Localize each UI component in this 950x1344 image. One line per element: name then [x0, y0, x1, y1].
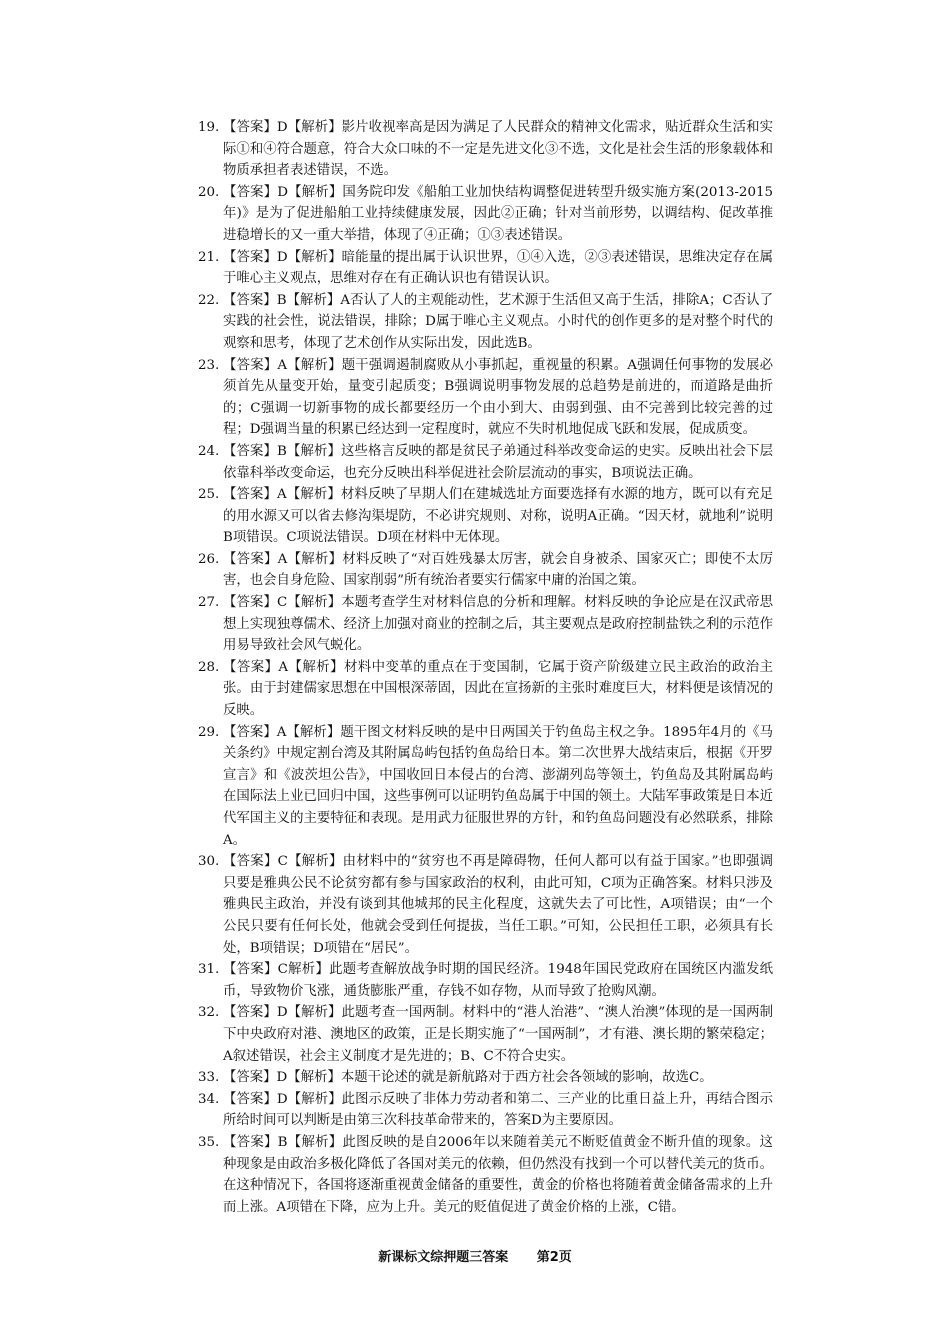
answer-number: 30. — [198, 854, 220, 870]
answer-item — [198, 441, 773, 484]
answer-text: 【答案】B【解析】A否认了人的主观能动性，艺术源于生活但又高于生活，排除A；C否认了实践的社会性，说法错误，排除；D属于唯心主义观点。小时代的创作更多的是对整个时代的观察和思考，体现了艺术创作从实际出发，因此选B。 — [223, 292, 773, 351]
page-footer — [0, 1248, 950, 1268]
answer-item — [198, 355, 773, 441]
answer-text: 【答案】C【解析】由材料中的“贫穷也不再是障碍物，任何人都可以有益于国家。”也即强调只要是雅典公民不论贫穷都有参与国家政治的权利，由此可知，C项为正确答案。材料只涉及雅典民主政治，并没有谈到其他城邦的民主化程度，这就失去了可比性，A项错误；由“一个公民只要有任何长处，他就会受到任何提拔，当任工职。”可知，公民担任工职，必须具有长处，B项错误；D项错在“居民”。 — [223, 854, 773, 956]
answer-text: 【答案】D【解析】此题考查一国两制。材料中的“港人治港”、“澳人治澳”体现的是一国两制下中央政府对港、澳地区的政策，正是长期实施了“一国两制”，才有港、澳长期的繁荣稳定；A叙述错误，社会主义制度才是先进的；B、C不符合史实。 — [223, 1005, 773, 1064]
answer-item — [198, 1002, 773, 1067]
answer-number: 29. — [198, 724, 220, 740]
answer-number: 22. — [198, 292, 220, 308]
answer-item — [198, 117, 773, 182]
answer-item — [198, 549, 773, 592]
answer-text: 【答案】D【解析】暗能量的提出属于认识世界，①④入选，②③表述错误，思维决定存在属于唯心主义观点，思维对存在有正确认识也有错误认识。 — [223, 249, 773, 287]
answer-number: 20. — [198, 184, 220, 200]
answer-item — [198, 851, 773, 959]
answer-text: 【答案】D【解析】此图示反映了非体力劳动者和第二、三产业的比重日益上升，再结合图示所给时间可以判断是由第三次科技革命带来的，答案D为主要原因。 — [223, 1091, 773, 1129]
answer-text: 【答案】A【解析】材料反映了早期人们在建城选址方面要选择有水源的地方，既可以有充足的用水源又可以省去修沟渠堤防，不必讲究规则、对称，说明A正确。“因天材，就地利”说明B项错误。C项说法错误。D项在材料中无体现。 — [223, 487, 773, 546]
answer-item — [198, 290, 773, 355]
answer-number: 32. — [198, 1005, 220, 1021]
answer-text: 【答案】D【解析】影片收视率高是因为满足了人民群众的精神文化需求，贴近群众生活和实际①和④符合题意，符合大众口味的不一定是先进文化③不选，文化是社会生活的形象载体和物质承担者表述错误，不选。 — [223, 120, 773, 179]
answer-number: 24. — [198, 443, 220, 459]
answer-text: 【答案】B【解析】此图反映的是自2006年以来随着美元不断贬值黄金不断升值的现象。这种现象是由政治多极化降低了各国对美元的依赖，但仍然没有找到一个可以替代美元的货币。在这种情况下，各国将逐渐重视黄金储备的重要性，黄金的价格也将随着黄金储备需求的上升而上涨。A项错在下降，应为上升。美元的贬值促进了黄金价格的上涨，C错。 — [223, 1134, 773, 1215]
answer-number: 31. — [198, 962, 220, 978]
answer-number: 19. — [198, 120, 220, 135]
answer-item — [198, 1089, 773, 1132]
answer-number: 25. — [198, 487, 220, 503]
answer-item — [198, 247, 773, 290]
answer-item — [198, 657, 773, 722]
answer-text: 【答案】D【解析】国务院印发《船舶工业加快结构调整促进转型升级实施方案(2013-2015年)》是为了促进船舶工业持续健康发展，因此②正确；针对当前形势，以调结构、促改革推进稳增长的又一重大举措，体现了④正确；①③表述错误。 — [223, 184, 773, 243]
answer-text: 【答案】A【解析】材料反映了“对百姓残暴太厉害，就会自身被杀、国家灭亡；即使不太厉害，也会自身危险、国家削弱”所有统治者要实行儒家中庸的治国之策。 — [223, 551, 773, 589]
answer-list — [198, 117, 773, 1218]
answer-item — [198, 1067, 773, 1089]
answer-number: 23. — [198, 357, 220, 373]
answer-text: 【答案】A【解析】题干图文材料反映的是中日两国关于钓鱼岛主权之争。1895年4月的《马关条约》中规定割台湾及其附属岛屿包括钓鱼岛给日本。第二次世界大战结束后，根据《开罗宣言》和《波茨坦公告》，中国收回日本侵占的台湾、澎湖列岛等领土，钓鱼岛及其附属岛屿在国际法上业已回归中国，这些事例可以证明钓鱼岛属于中国的领土。大陆军事政策是日本近代军国主义的主要特征和表现。是用武力征服世界的方针，和钓鱼岛问题没有必然联系，排除A。 — [223, 724, 773, 848]
answer-number: 34. — [198, 1091, 220, 1107]
answer-number: 21. — [198, 249, 220, 265]
answer-text: 【答案】C【解析】本题考查学生对材料信息的分析和理解。材料反映的争论应是在汉武帝思想上实现独尊儒术、经济上加强对商业的控制之后，其主要观点是政府控制盐铁之利的示范作用易导致社会风气蜕化。 — [223, 595, 773, 654]
answer-item — [198, 1132, 773, 1218]
answer-number: 35. — [198, 1134, 220, 1150]
answer-item — [198, 484, 773, 549]
answer-text: 【答案】A【解析】材料中变革的重点在于变国制，它属于资产阶级建立民主政治的政治主张。由于封建儒家思想在中国根深蒂固，因此在宣扬新的主张时难度巨大，材料便是该情况的反映。 — [223, 659, 773, 719]
answer-item — [198, 959, 773, 1002]
answer-item — [198, 592, 773, 657]
footer-title: 新课标文综押题三答案 — [378, 1250, 509, 1265]
answer-number: 27. — [198, 595, 220, 611]
answer-text: 【答案】B【解析】这些格言反映的都是贫民子弟通过科举改变命运的史实。反映出社会下层依靠科举改变命运，也充分反映出科举促进社会阶层流动的事实，B项说法正确。 — [223, 443, 773, 481]
answer-item — [198, 182, 773, 247]
footer-page-number: 第2页 — [536, 1250, 572, 1265]
answer-number: 26. — [198, 551, 220, 567]
answer-item — [198, 722, 773, 852]
answer-text: 【答案】C解析】此题考查解放战争时期的国民经济。1948年国民党政府在国统区内滥发纸币，导致物价飞涨，通货膨胀严重，存钱不如存物，从而导致了抢购风潮。 — [223, 962, 773, 999]
answer-text: 【答案】A【解析】题干强调遏制腐败从小事抓起，重视量的积累。A强调任何事物的发展必须首先从量变开始，量变引起质变；B强调说明事物发展的总趋势是前进的，而道路是曲折的；C强调一切新事物的成长都要经历一个由小到大、由弱到强、由不完善到比较完善的过程；D强调当量的积累已经达到一定程度时，就应不失时机地促成飞跃和发展，促成质变。 — [223, 357, 773, 438]
answer-text: 【答案】D【解析】本题干论述的就是新航路对于西方社会各领域的影响，故选C。 — [223, 1070, 713, 1086]
answer-number: 33. — [198, 1070, 220, 1086]
answer-number: 28. — [198, 659, 220, 675]
